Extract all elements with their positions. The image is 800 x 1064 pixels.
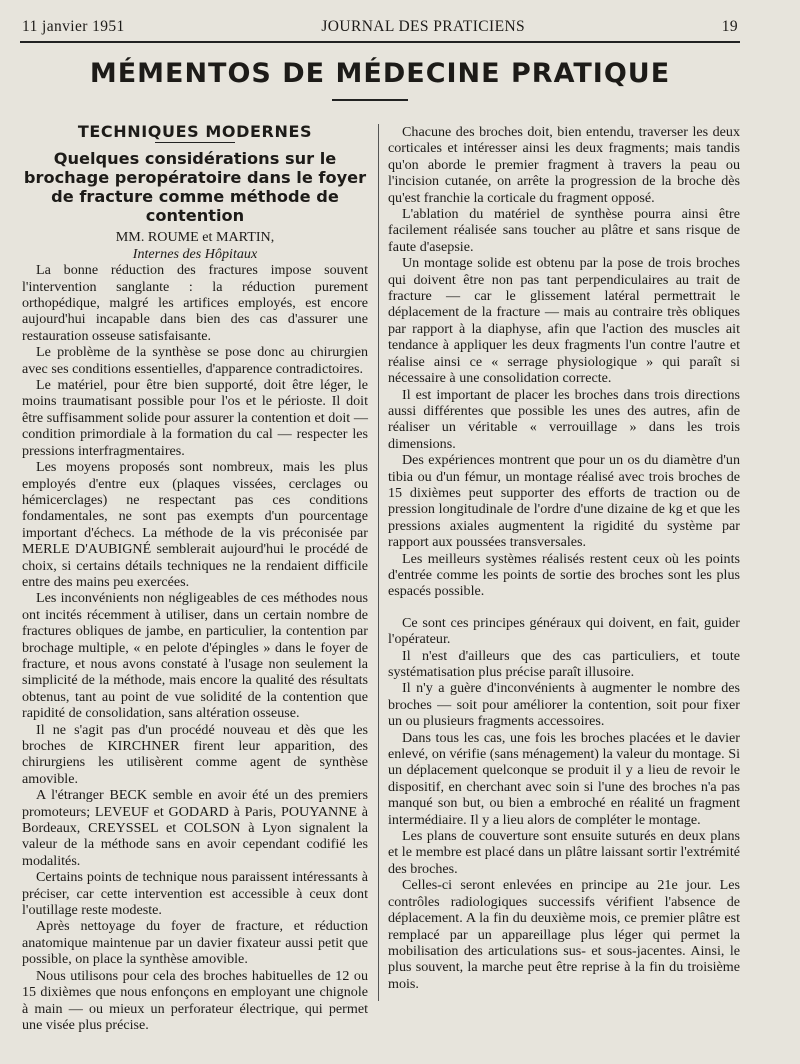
paragraph: Le matériel, pour être bien supporté, doit être léger, le moins traumatisant possible pour l'os et le périoste. Il doit être suffisamment solide pour assurer la contention et doit — condition primordiale à la formation du cal — respecter les pressions interfragmentaires. (22, 377, 368, 459)
paragraph: Après nettoyage du foyer de fracture, et réduction anatomique maintenue par un davier fixateur aussi petit que possible, on place la synthèse amovible. (22, 918, 368, 968)
paragraph: Il n'y a guère d'inconvénients à augmenter le nombre des broches — soit pour améliorer la contention, soit pour fixer un ou plusieurs fragments accessoires. (388, 680, 740, 730)
author-affiliation: Internes des Hôpitaux (132, 245, 258, 262)
column-divider (378, 124, 379, 1001)
paragraph: Des expériences montrent que pour un os du diamètre d'un tibia ou d'un fémur, un montage réalisé avec trois broches de 15 dixièmes peut supporter des efforts de traction ou de pression longitudinale de l'ordre d'une dizaine de kg et que les pressions axiales augmentent la rigidité du système par rapport aux poussées transversales. (388, 452, 740, 551)
banner-title: MÉMENTOS DE MÉDECINE PRATIQUE (89, 58, 671, 89)
paragraph: Celles-ci seront enlevées en principe au 21e jour. Les contrôles radiologiques successifs vérifient l'absence de déplacement. A la fin du deuxième mois, ce premier plâtre est remplacé par un appareillage plus léger qui permet la mobilisation des articulations sus- et sous-jacentes. Ainsi, le plus souvent, la marche peut être reprise à la fin du troisième mois. (388, 877, 740, 992)
banner-rule (332, 99, 408, 101)
right-column (388, 124, 740, 992)
paragraph: Ce sont ces principes généraux qui doivent, en fait, guider l'opérateur. (388, 614, 740, 648)
paragraph: Il ne s'agit pas d'un procédé nouveau et dès que les broches de KIRCHNER firent leur apparition, des chirurgiens les utilisèrent comme agent de synthèse amovible. (22, 721, 368, 787)
paragraph: La bonne réduction des fractures impose souvent l'intervention sanglante : la réduction purement orthopédique, malgré les artifices employés, est encore aujourd'hui incapable dans bien des cas d'assurer une restauration osseuse satisfaisante. (22, 262, 368, 344)
journal-name: JOURNAL DES PRATICIENS (321, 18, 526, 35)
paragraph: A l'étranger BECK semble en avoir été un des premiers promoteurs; LEVEUF et GODARD à Paris, POUYANNE à Bordeaux, CREYSSEL et COLSON à Lyon signalent la valeur de la méthode sans en avoir cependant codifié les modalités. (22, 787, 368, 869)
article-authors: MM. ROUME et MARTIN, (115, 229, 275, 246)
paragraph: Chacune des broches doit, bien entendu, traverser les deux corticales et intéresser ainsi les deux fragments; mais tandis qu'on aborde le premier fragment à travers la peau ou l'incision cutanée, on arrête la progression de la broche dès qu'est franchie la corticale du fragment opposé. (388, 124, 740, 206)
paragraph: Les meilleurs systèmes réalisés restent ceux où les points d'entrée comme les points de sortie des broches sont les plus espacés possible. (388, 550, 740, 600)
article-title: Quelques considérations sur le brochage peropératoire dans le foyer de fracture comme méthode de contention (23, 149, 367, 226)
paragraph: Il n'est d'ailleurs que des cas particuliers, et toute systématisation plus précise paraît illusoire. (388, 647, 740, 680)
running-head (22, 16, 738, 38)
left-column (22, 124, 368, 1033)
paragraph: Un montage solide est obtenu par la pose de trois broches qui doivent être non pas tant perpendiculaires au trait de fracture — car le glissement latéral permettrait le déplacement de la fracture — mais au contraire très obliques par rapport à la diaphyse, afin que l'action des muscles ait tendance à appliquer les deux fragments l'un contre l'autre et réalise ainsi ce « serrage physiologique » qui paraît si nécessaire à une consolidation correcte. (388, 255, 740, 387)
paragraph: Le problème de la synthèse se pose donc au chirurgien avec ses conditions essentielles, d'apparence contradictoires. (22, 344, 368, 377)
header-rule (20, 41, 740, 43)
paragraph: Les moyens proposés sont nombreux, mais les plus employés d'entre eux (plaques vissées, cerclages ou hémicerclages) ne respectant pas ces conditions fondamentales, ne sont pas exempts d'un pourcentage important d'échecs. La méthode de la vis préconisée par MERLE D'AUBIGNÉ semblerait aujourd'hui le procédé de choix, si certains détails techniques ne la rendaient difficile entre des mains peu exercées. (22, 459, 368, 590)
paragraph: Il est important de placer les broches dans trois directions aussi différentes que possible les unes des autres, afin de réaliser un véritable « verrouillage » dans les trois dimensions. (388, 386, 740, 452)
paragraph: Les inconvénients non négligeables de ces méthodes nous ont incités récemment à utiliser, dans un certain nombre de fractures obliques de jambe, en particulier, la contention par brochage multiple, « en pelote d'épingles » dans le foyer de fracture, et nous avons constaté à l'usage non seulement la simplicité de la méthode, mais encore la qualité des résultats obtenus, tant au point de vue solidité de la contention que rapidité de consolidation, sans altération osseuse. (22, 590, 368, 722)
paragraph: Nous utilisons pour cela des broches habituelles de 12 ou 15 dixièmes que nous enfonçons en employant une chignole à main — ou mieux un perforateur électrique, qui permet une visée plus précise. (22, 967, 368, 1033)
section-heading: TECHNIQUES MODERNES (77, 122, 313, 141)
paragraph: Les plans de couverture sont ensuite suturés en deux plans et le membre est placé dans un plâtre laissant sortir l'extrémité des broches. (388, 828, 740, 877)
paragraph: Dans tous les cas, une fois les broches placées et le davier enlevé, on vérifie (sans ménagement) la valeur du montage. Si un déplacement quelconque se produit il y a lieu de revoir le dispositif, en cherchant avec soin si l'une des broches n'a pas manqué son but, ou bien a embroché en réalité un fragment intermédiaire. Il y a lieu alors de compléter le montage. (388, 729, 740, 828)
issue-date: 11 janvier 1951 (22, 18, 125, 35)
section-rule (155, 142, 235, 143)
paragraph: L'ablation du matériel de synthèse pourra ainsi être facilement réalisée sans toucher au plâtre et sans risque de faute d'asepsie. (388, 206, 740, 255)
paragraph: Certains points de technique nous paraissent intéressants à préciser, car cette intervention est accessible à ceux dont l'outillage reste modeste. (22, 869, 368, 919)
page-number: 19 (721, 18, 738, 35)
